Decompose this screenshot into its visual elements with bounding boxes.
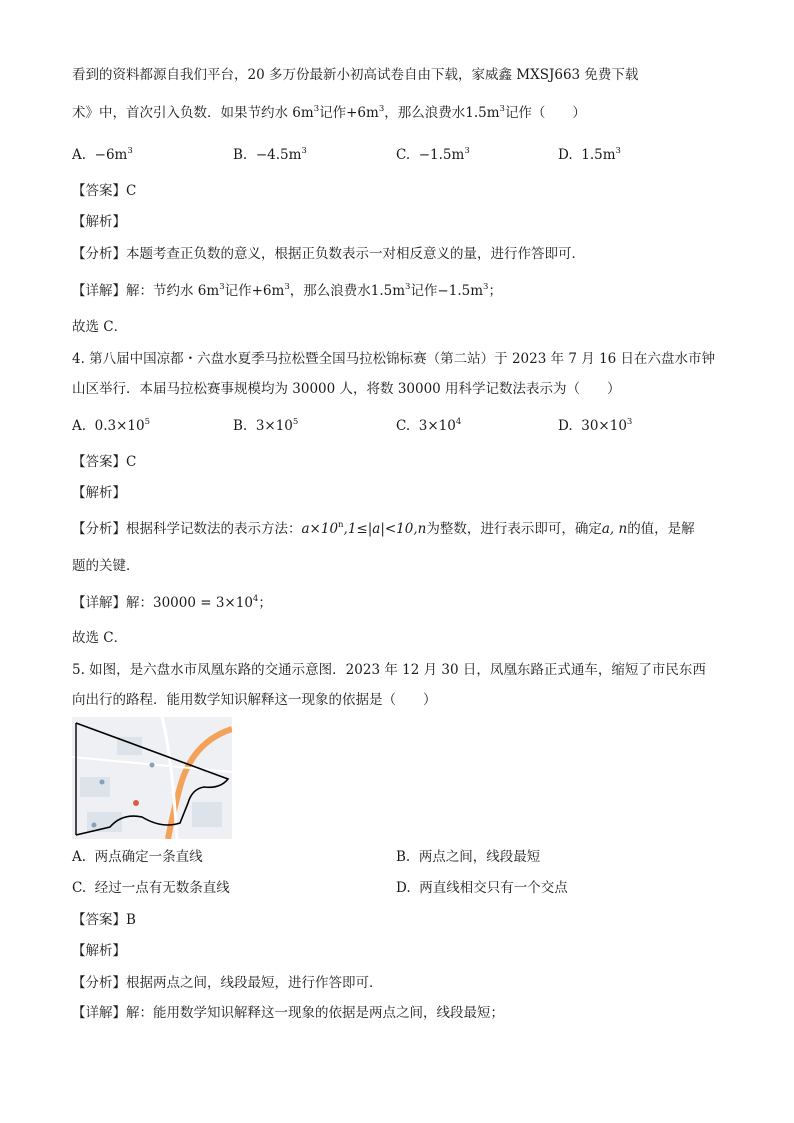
q4-analysis-heading: 【解析】 — [72, 485, 126, 501]
text-segment: ，那么浪费水1.5m — [384, 105, 500, 121]
option-label: C. — [72, 880, 87, 896]
option-value: 0.3×10 — [94, 418, 145, 434]
option-label: A. — [72, 418, 87, 434]
option-value: −1.5m — [418, 147, 465, 163]
q5-option-b — [396, 848, 540, 866]
map-block — [80, 777, 110, 797]
text-segment: 记作+6m — [224, 283, 285, 299]
q4-option-b — [233, 417, 298, 437]
q3-answer: 【答案】C — [72, 183, 137, 199]
superscript: 3 — [378, 104, 385, 114]
q5-option-a — [72, 848, 203, 866]
superscript: 3 — [499, 104, 505, 114]
q4-analysis-line2: 题的关键． — [72, 558, 140, 574]
q3-analysis: 【分析】本题考查正负数的意义，根据正负数表示一对相反意义的量，进行作答即可． — [72, 246, 585, 262]
q3-analysis-heading: 【解析】 — [72, 214, 126, 230]
q3-option-d — [558, 146, 621, 166]
option-label: D. — [396, 880, 411, 896]
q4-conclusion: 故选 C． — [72, 630, 128, 646]
superscript: 3 — [284, 282, 290, 292]
q5-stem-line2: 向出行的路程．能用数学知识解释这一现象的依据是（ ） — [72, 692, 437, 708]
road-map-figure — [72, 717, 232, 839]
q3-stem-tail — [72, 104, 586, 124]
option-value: 1.5m — [581, 147, 616, 163]
superscript: 3 — [483, 282, 489, 292]
text-segment: 【分析】根据科学记数法的表示方法： — [72, 521, 302, 537]
superscript: 3 — [301, 146, 307, 156]
text-segment: 术》中，首次引入负数．如果节约水 6m — [72, 105, 314, 121]
text-segment: 为整数，进行表示即可，确定 — [426, 521, 602, 537]
option-label: B. — [233, 418, 248, 434]
q4-option-d — [558, 417, 632, 437]
superscript: 3 — [405, 282, 411, 292]
superscript: 5 — [144, 417, 151, 427]
option-label: B. — [396, 849, 411, 865]
math-segment: a, n — [601, 521, 628, 537]
option-label: C. — [396, 147, 411, 163]
q4-detail — [72, 594, 272, 614]
option-value: 两直线相交只有一个交点 — [419, 880, 568, 896]
text-segment: 记作+6m — [319, 105, 379, 121]
option-value: 3×10 — [255, 418, 293, 434]
q3-option-c — [396, 146, 470, 166]
option-value: 30×10 — [581, 418, 627, 434]
option-label: A. — [72, 147, 87, 163]
superscript: 3 — [626, 417, 633, 427]
q3-conclusion: 故选 C． — [72, 319, 128, 335]
option-value: 3×10 — [418, 418, 456, 434]
text-segment: 【详解】解：节约水 6m — [72, 283, 220, 299]
option-value: 两点之间，线段最短 — [418, 849, 541, 865]
option-value: −4.5m — [255, 147, 302, 163]
text-segment: 【详解】解：30000 = 3×10 — [72, 595, 253, 611]
option-label: D. — [558, 418, 573, 434]
q5-detail: 【详解】解：能用数学知识解释这一现象的依据是两点之间，线段最短； — [72, 1005, 504, 1021]
superscript: 5 — [292, 417, 299, 427]
option-value: 经过一点有无数条直线 — [94, 880, 230, 896]
q4-analysis-line1 — [72, 520, 695, 540]
text-segment: 记作−1.5m — [410, 283, 484, 299]
q4-stem-line1: 4. 第八届中国凉都・六盘水夏季马拉松暨全国马拉松锦标赛（第二站）于 2023 年 7 月 16 日在六盘水市钟 — [72, 351, 716, 367]
superscript: n — [338, 520, 344, 530]
option-label: B. — [233, 147, 248, 163]
q4-stem-line2: 山区举行．本届马拉松赛事规模均为 30000 人，将数 30000 用科学记数法表示为（ ） — [72, 381, 621, 397]
map-marker-icon — [100, 780, 105, 785]
text-segment: ，那么浪费水1.5m — [289, 283, 406, 299]
text-segment: ； — [488, 283, 502, 299]
option-label: D. — [558, 147, 573, 163]
option-value: 两点确定一条直线 — [94, 849, 203, 865]
superscript: 3 — [219, 282, 225, 292]
q5-option-c — [72, 879, 230, 897]
q5-stem-line1: 5. 如图，是六盘水市凤凰东路的交通示意图．2023 年 12 月 30 日，凤凰东路正式通车，缩短了市民东西 — [72, 662, 706, 678]
q3-option-a — [72, 146, 133, 166]
option-value: −6m — [94, 147, 128, 163]
superscript: 4 — [455, 417, 462, 427]
q5-analysis-heading: 【解析】 — [72, 943, 126, 959]
q5-answer: 【答案】B — [72, 912, 136, 928]
option-label: C. — [396, 418, 411, 434]
math-segment: ,1≤|a|<10,n — [343, 521, 427, 537]
q5-analysis: 【分析】根据两点之间，线段最短，进行作答即可． — [72, 975, 383, 991]
q4-option-a — [72, 417, 150, 437]
map-marker-icon — [133, 800, 139, 806]
text-segment: ； — [258, 595, 272, 611]
q3-option-b — [233, 146, 307, 166]
q4-answer: 【答案】C — [72, 454, 137, 470]
text-segment: 的值，是解 — [627, 521, 695, 537]
superscript: 4 — [252, 594, 259, 604]
map-marker-icon — [92, 823, 97, 828]
map-marker-icon — [150, 763, 155, 768]
line-1: 看到的资料都源自我们平台，20 多万份最新小初高试卷自由下载，家威鑫 MXSJ663 免费下载 — [72, 67, 639, 83]
q5-option-d — [396, 879, 568, 897]
q4-option-c — [396, 417, 461, 437]
superscript: 3 — [127, 146, 133, 156]
superscript: 3 — [313, 104, 320, 114]
superscript: 3 — [615, 146, 621, 156]
text-segment: 记作（ ） — [504, 105, 586, 121]
superscript: 3 — [464, 146, 470, 156]
math-segment: a×10 — [301, 521, 339, 537]
option-label: A. — [72, 849, 87, 865]
q3-detail — [72, 282, 502, 302]
map-block — [192, 802, 222, 827]
map-svg — [72, 717, 232, 839]
